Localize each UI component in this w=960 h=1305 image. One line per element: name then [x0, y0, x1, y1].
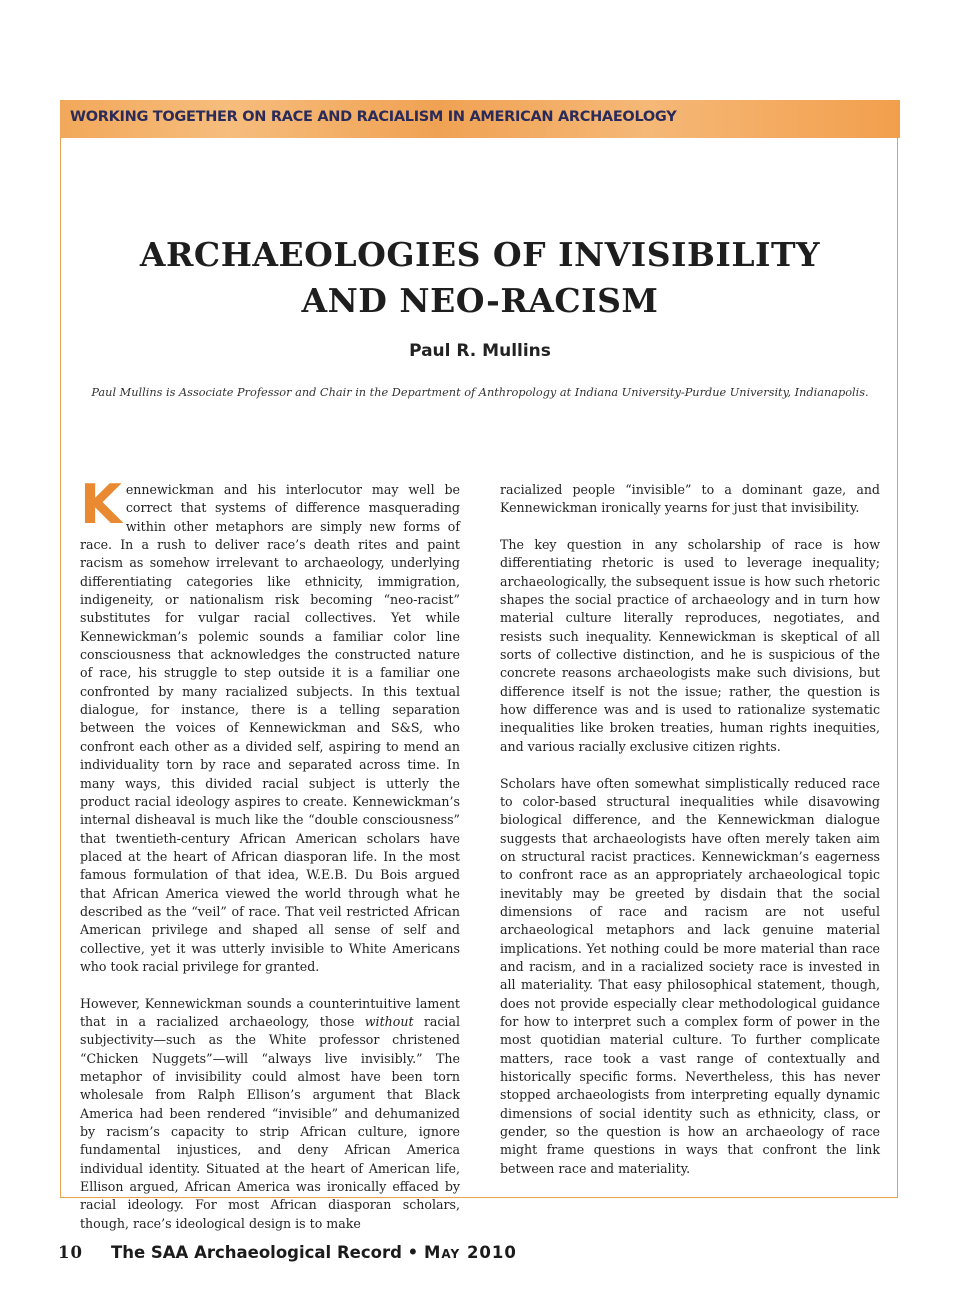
- paragraph-2-continued: racialized people “invisible” to a dominant gaze, and Kennewickman ironically yearns for just that invisibility.: [500, 482, 880, 516]
- section-banner-text: WORKING TOGETHER ON RACE AND RACIALISM IN AMERICAN ARCHAEOLOGY: [70, 109, 677, 125]
- paragraph-3: The key question in any scholarship of race is how differentiating rhetoric is used to leverage inequality; archaeologically, the subsequent issue is how such rhetoric shapes the social practice of archaeology and in turn how material culture literally reproduces, negotiates, and resists such inequality. Kennewickman is skeptical of all sorts of collective distinction, and he is suspicious of the concrete reasons archaeologists make such divisions, but difference itself is not the issue; rather, the question is how difference was and is used to rationalize systematic inequalities like broken treaties, human rights inequities, and various racially exclusive citizen rights.: [500, 537, 880, 754]
- page-footer: [58, 1243, 517, 1262]
- author-affiliation: Paul Mullins is Associate Professor and Chair in the Department of Anthropology at Indiana University-Purdue University, Indianapolis.: [91, 386, 869, 399]
- paragraph-1-text: ennewickman and his interlocutor may well be correct that systems of difference masquerading within other metaphors are simply new forms of race. In a rush to deliver race’s death rites and paint racism as somehow irrelevant to archaeology, underlying differentiating categories like ethnicity, immigration, indigeneity, or nationalism risk becoming “neo-racist” substitutes for vulgar racial collectives. Yet while Kennewickman’s polemic sounds a familiar color line consciousness that acknowledges the constructed nature of race, his struggle to step outside it is a familiar one confronted by many racialized subjects. In this textual dialogue, for instance, there is a telling separation between the voices of Kennewickman and S&S, who confront each other as a divided self, aspiring to mend an individuality torn by race and separated across time. In many ways, this divided racial subject is utterly the product racial ideology aspires to create. Kennewickman’s internal disheaval is much like the “double consciousness” that twentieth-century African American scholars have placed at the heart of African diasporan life. In the most famous formulation of that idea, W.E.B. Du Bois argued that African America viewed the world through what he described as the “veil” of race. That veil restricted African American privilege and shaped all sense of self and collective, yet it was utterly invisible to White Americans who took racial privilege for granted.: [80, 482, 460, 974]
- drop-cap: K: [80, 473, 122, 536]
- text-column-right: [500, 481, 880, 1196]
- paragraph-4: Scholars have often somewhat simplistically reduced race to color-based structural inequalities while disavowing biological difference, and the Kennewickman dialogue suggests that archaeologists have often merely taken aim on structural racist practices. Kennewickman’s eagerness to confront race as an appropriately archaeological topic inevitably may be greeted by disdain that the social dimensions of race and racism are not useful archaeological metaphors and lack genuine material implications. Yet nothing could be more material than race and racism, and in a racialized society race is invested in all materiality. That easy philosophical statement, though, does not provide especially clear methodological guidance for how to interpret such a complex form of power in the most quotidian material culture. To further complicate matters, race took a vast range of contextually and historically specific forms. Nevertheless, this has never stopped archaeologists from interpreting equally dynamic dimensions of social identity such as ethnicity, class, or gender, so the question is how an archaeology of race might frame questions in ways that confront the link between race and materiality.: [500, 775, 880, 1176]
- author-name: Paul R. Mullins: [409, 341, 551, 361]
- paragraph-2-text-b: racial subjectivity—such as the White professor christened “Chicken Nuggets”—will “always live invisibly.” The metaphor of invisibility could almost have been torn wholesale from Ralph Ellison’s argument that Black America had been rendered “invisible” and dehumanized by racism’s capacity to strip African culture, ignore fundamental injustices, and deny African America individual identity. Situated at the heart of American life, Ellison argued, African America was ironically effaced by racial ideology. For most African diasporan scholars, though, race’s ideological design is to make: [80, 1013, 460, 1231]
- article-title-line-1: ARCHAEOLOGIES OF INVISIBILITY: [139, 235, 821, 274]
- paragraph-2-text-a: However, Kennewickman sounds a counterintuitive lament that in a racialized archaeology, those: [80, 995, 460, 1029]
- footer-bullet: •: [407, 1243, 419, 1262]
- publication-name: The SAA Archaeological Record: [110, 1243, 402, 1262]
- article-title: [60, 232, 900, 324]
- issue-date: May 2010: [423, 1243, 517, 1262]
- section-banner: [60, 100, 900, 138]
- paragraph-1: [80, 473, 460, 976]
- text-column-left: [80, 473, 460, 1251]
- paragraph-2: [80, 995, 460, 1233]
- article-title-line-2: AND NEO-RACISM: [301, 281, 659, 320]
- page-number: 10: [58, 1243, 83, 1262]
- paragraph-2-emphasis: without: [364, 1013, 414, 1029]
